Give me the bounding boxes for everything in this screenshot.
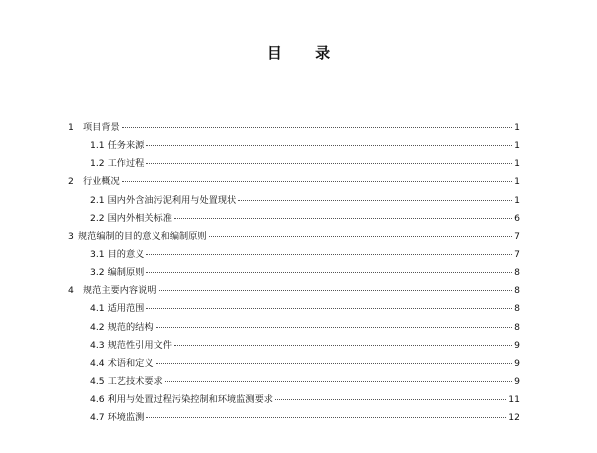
toc-entry-4-5[interactable] [68,373,520,391]
toc-number: 4 [68,285,74,297]
toc-number: 1.1 [90,140,105,152]
dot-leader [146,308,512,309]
toc-number: 4.5 [90,375,105,387]
dot-leader [209,236,513,237]
toc-number: 3 [68,230,74,242]
toc-entry-4-6[interactable] [68,391,520,409]
toc-heading: 规范主要内容说明 [83,285,157,297]
toc-number: 2 [68,176,74,188]
toc-heading: 国内外含油污泥利用与处置现状 [107,194,237,206]
toc-number: 3.1 [90,248,105,260]
toc-heading: 项目背景 [83,122,120,133]
toc-number: 4.4 [90,357,105,369]
toc-heading: 国内外相关标准 [107,212,172,224]
toc-entry-3[interactable] [68,228,520,246]
toc-number: 4.2 [90,321,105,333]
toc-page-number: 1 [514,158,520,170]
toc-heading: 适用范围 [107,303,145,315]
toc-heading: 任务来源 [107,140,145,152]
toc-heading: 目的意义 [107,248,145,260]
toc-page-number: 7 [514,248,520,260]
toc-entry-1[interactable] [68,119,520,137]
toc-heading: 利用与处置过程污染控制和环境监测要求 [107,394,273,406]
toc-heading: 行业概况 [83,176,120,188]
toc-entry-1-1[interactable] [68,137,520,155]
toc-page-number: 1 [514,122,520,133]
table-of-contents [68,119,520,427]
toc-heading: 环境监测 [107,412,145,424]
dot-leader [146,145,512,146]
toc-entry-4-1[interactable] [68,300,520,318]
dot-leader [146,163,512,164]
toc-page-number: 8 [514,303,520,315]
toc-number: 3.2 [90,267,105,279]
toc-heading: 术语和定义 [107,357,154,369]
toc-number: 1 [68,122,74,133]
toc-page-number: 6 [514,212,520,224]
dot-leader [146,254,512,255]
dot-leader [156,363,513,364]
toc-page-number: 9 [514,375,520,387]
toc-entry-2[interactable] [68,173,520,191]
page-title: 目 录 [266,44,345,62]
toc-page-number: 8 [514,267,520,279]
dot-leader [156,327,513,328]
toc-number: 4.3 [90,339,105,351]
toc-heading: 规范的结构 [107,321,154,333]
toc-entry-4-2[interactable] [68,319,520,337]
toc-entry-3-2[interactable] [68,264,520,282]
toc-entry-1-2[interactable] [68,155,520,173]
toc-heading: 规范性引用文件 [107,339,172,351]
toc-heading: 工艺技术要求 [107,375,163,387]
dot-leader [122,127,512,128]
toc-page-number: 1 [514,176,520,188]
toc-entry-4-7[interactable] [68,409,520,427]
toc-entry-2-2[interactable] [68,210,520,228]
toc-number: 2.2 [90,212,105,224]
toc-heading: 编制原则 [107,267,145,279]
dot-leader [146,272,512,273]
toc-number: 4.6 [90,394,105,406]
toc-heading: 规范编制的目的意义和编制原则 [78,230,207,242]
toc-number: 1.2 [90,158,105,170]
toc-number: 2.1 [90,194,105,206]
dot-leader [165,381,512,382]
dot-leader [146,417,506,418]
toc-page-number: 8 [514,285,520,297]
toc-entry-4-3[interactable] [68,337,520,355]
dot-leader [159,290,513,291]
dot-leader [122,181,512,182]
toc-entry-3-1[interactable] [68,246,520,264]
toc-entry-4[interactable] [68,282,520,300]
toc-page-number: 8 [514,321,520,333]
toc-heading: 工作过程 [107,158,145,170]
toc-number: 4.7 [90,412,105,424]
toc-page-number: 12 [508,412,520,424]
dot-leader [174,345,512,346]
toc-entry-4-4[interactable] [68,355,520,373]
toc-entry-2-1[interactable] [68,192,520,210]
dot-leader [174,218,512,219]
toc-page-number: 7 [514,230,520,242]
toc-page-number: 1 [514,194,520,206]
toc-page-number: 11 [508,394,520,406]
toc-page-number: 1 [514,140,520,152]
dot-leader [238,200,512,201]
dot-leader [275,399,506,400]
toc-number: 4.1 [90,303,105,315]
toc-page-number: 9 [514,357,520,369]
toc-page-number: 9 [514,339,520,351]
